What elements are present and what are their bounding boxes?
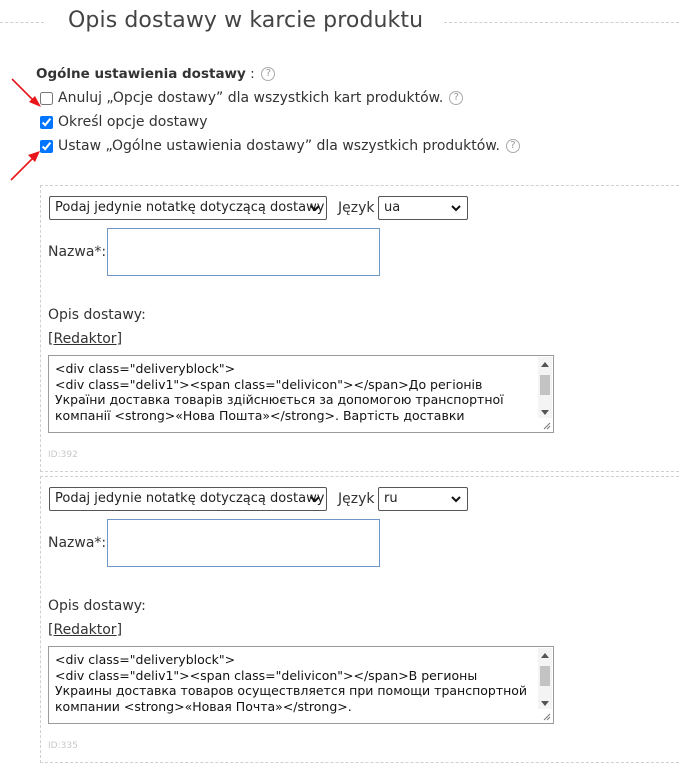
record-id: ID:392 xyxy=(48,450,78,460)
scroll-thumb[interactable] xyxy=(540,375,550,395)
editor-link[interactable] xyxy=(48,331,122,347)
textarea-scrollbar[interactable] xyxy=(538,648,552,709)
general-settings-text: Ogólne ustawienia dostawy xyxy=(36,66,246,82)
chevron-down-icon xyxy=(309,202,321,214)
general-settings-suffix: : xyxy=(245,66,255,82)
name-label: Nazwa*: xyxy=(48,244,107,260)
language-select[interactable] xyxy=(378,196,468,220)
editor-link-close: ] xyxy=(116,331,123,347)
language-select-value: ua xyxy=(384,200,401,215)
checkbox-row-specify-options xyxy=(40,114,207,130)
general-settings-label xyxy=(36,66,275,82)
language-panel-ru xyxy=(40,476,679,763)
name-input[interactable] xyxy=(107,519,380,567)
language-panel-ua xyxy=(40,185,679,472)
description-label: Opis dostawy: xyxy=(48,598,146,614)
name-label: Nazwa*: xyxy=(48,535,107,551)
resize-grip-icon[interactable] xyxy=(541,711,551,721)
textarea-content: <div class="deliveryblock"> <div class="deliv1"><span class="delivicon"></span>До регіонів України доставка товарів здійснюється за допомогою транспортної компанії <strong>«Нова Пошта»</strong>. Вартість доставки xyxy=(55,361,504,423)
resize-grip-icon[interactable] xyxy=(541,420,551,430)
help-icon[interactable]: ? xyxy=(506,139,520,153)
editor-link-text[interactable]: Redaktor xyxy=(53,331,117,347)
annotation-arrow-icon xyxy=(8,76,44,110)
language-select[interactable] xyxy=(378,487,468,511)
specify-delivery-options-label[interactable]: Określ opcje dostawy xyxy=(58,114,208,130)
delivery-mode-select[interactable] xyxy=(49,487,327,511)
header-divider-right xyxy=(444,22,679,23)
delivery-mode-select-value: Podaj jedynie notatkę dotyczącą dostawy xyxy=(55,491,325,506)
language-label: Język xyxy=(338,200,375,216)
language-select-value: ru xyxy=(384,491,398,506)
help-icon[interactable]: ? xyxy=(261,67,275,81)
annotation-arrow-icon xyxy=(8,148,44,184)
scroll-up-arrow-icon[interactable] xyxy=(541,362,549,367)
delivery-mode-select-value: Podaj jedynie notatkę dotyczącą dostawy xyxy=(55,200,325,215)
section-header xyxy=(0,0,679,48)
editor-link-close: ] xyxy=(116,622,123,638)
scroll-down-arrow-icon[interactable] xyxy=(541,701,549,706)
scroll-thumb[interactable] xyxy=(540,666,550,686)
section-title: Opis dostawy w karcie produktu xyxy=(68,8,424,33)
delivery-mode-select[interactable] xyxy=(49,196,327,220)
description-label: Opis dostawy: xyxy=(48,307,146,323)
description-textarea[interactable] xyxy=(48,646,554,724)
editor-link[interactable] xyxy=(48,622,122,638)
cancel-delivery-options-label[interactable]: Anuluj „Opcje dostawy” dla wszystkich kart produktów. xyxy=(58,90,444,106)
editor-link-text[interactable]: Redaktor xyxy=(53,622,117,638)
record-id: ID:335 xyxy=(48,741,78,751)
textarea-content: <div class="deliveryblock"> <div class="deliv1"><span class="delivicon"></span>В регионы Украины доставка товаров осуществляется при помощи транспортной компании <strong>«Новая Почта»</strong>. xyxy=(55,652,528,714)
language-label: Język xyxy=(338,491,375,507)
header-divider-left xyxy=(0,22,44,23)
name-input[interactable] xyxy=(107,228,380,276)
set-general-settings-label[interactable]: Ustaw „Ogólne ustawienia dostawy” dla wszystkich produktów. xyxy=(58,138,500,154)
editor-link-open: [ xyxy=(48,622,54,638)
chevron-down-icon xyxy=(450,202,462,214)
chevron-down-icon xyxy=(309,493,321,505)
chevron-down-icon xyxy=(450,493,462,505)
description-textarea[interactable] xyxy=(48,355,554,433)
scroll-up-arrow-icon[interactable] xyxy=(541,653,549,658)
editor-link-open: [ xyxy=(48,331,54,347)
checkbox-row-set-general xyxy=(40,138,520,154)
scroll-down-arrow-icon[interactable] xyxy=(541,410,549,415)
help-icon[interactable]: ? xyxy=(449,91,463,105)
checkbox-row-cancel-options xyxy=(40,90,463,106)
textarea-scrollbar[interactable] xyxy=(538,357,552,418)
specify-delivery-options-checkbox[interactable] xyxy=(40,116,53,129)
